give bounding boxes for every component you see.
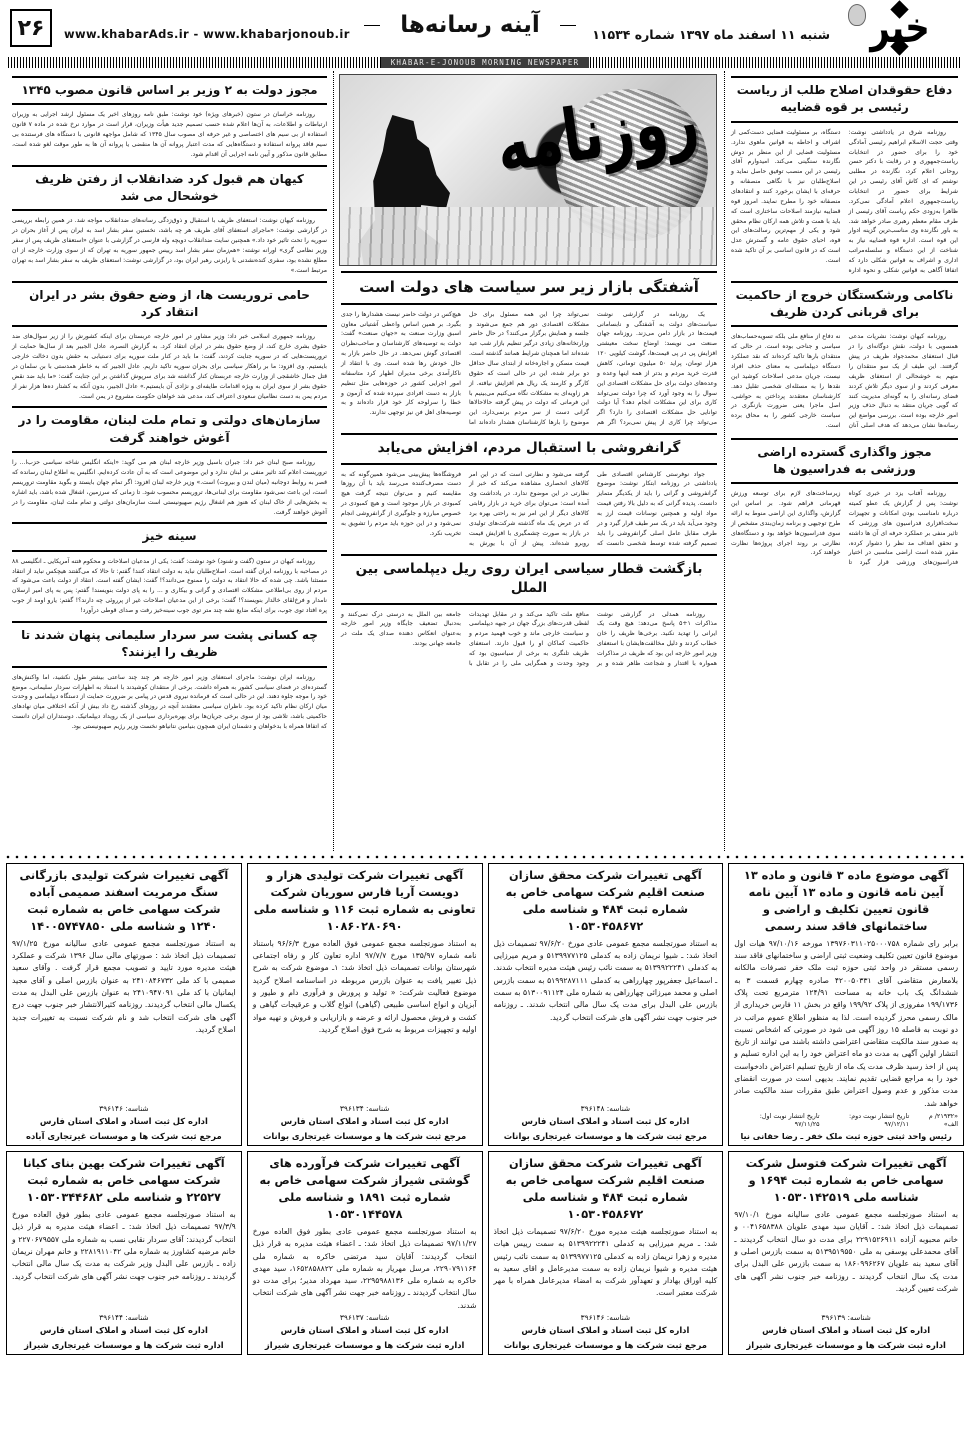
ad-date-first: تاریخ انتشار نوبت اول: ۹۷/۱۱/۲۵ — [759, 1111, 820, 1128]
ad-body-text: به استناد صورتجلسه مجمع عمومی عادی سالیانه مورخ ۹۷/۱/۲۵ تصمیمات ذیل اتخاذ شد : صورتهای مالی سال ۱۳۹۶ شرکت و عملکرد هیئت مدیره مورد تایید و تصویب مجمع قرار گرفت . وآقای سعید صمیمی با کد ملی ۲۴۱۰۸۴۶۷۳۲ به عنوان بازرس اصلی و آقای مجید ایمانیان با کد ملی ۲۴۱۰۹۴۷۰۹۱ به عنوان بازرس علی البدل به مدت یکسال مالی انتخاب گردیدند. روزنامه کثیرالانتشار خبر جنوب جهت درج آگهی های شرکت انتخاب شد و نام شرکت نسبت به تغییرات جدید اصلاح گردید. — [12, 938, 236, 1034]
ad-notice-code: شناسه: ۳۹۶۱۳۷ — [339, 1313, 390, 1323]
ad-body-text: به استناد صورتجلسه مجمع عمومی عادی بطور فوق العاده مورخ ۹۷/۳/۹ تصمیمات ذیل اتخاذ شد: ـ اعضاء هیئت مدیره به قرار ذیل انتخاب گردیدند: آقای سردار نقابی نسب به شماره ملی ۲۲۷۰۶۷۹۵۵۷ و خانم مرضیه کشاورز به شماره ملی ۲۲۸۱۹۱۱۰۴۲ و خانم مهران نریمان زاده ـ بازرس علی البدل وزیر شرکت به مدت یک سال مالی انتخاب گردیدند ـ روزنامه خبر جنوب جهت نشر آگهی های شرکت انتخاب گردید. — [12, 1210, 236, 1281]
ad-notice-code: شناسه: ۳۹۶۱۴۶ — [99, 1103, 149, 1113]
masthead-rule-right — [560, 25, 576, 26]
ad-title: آگهی تغییرات شرکت فتوسل شرکت سهامی خاص به شماره ثبت ۱۶۹۴ و شناسه ملی ۱۰۵۳۰۱۴۲۵۱۹ — [745, 1157, 947, 1205]
article-body: جواد نوفرستی کارشناس اقتصادی طی یادداشتی در روزنامه ابتکار نوشت: موضوع گرانفروشی و گرانی را باید از یکدیگر متمایز دانست. پدیده گرانی که به دلیل بالا رفتن قیمت مواد اولیه و همچنین نوسانات قیمت ارز به وجود می‌آید باید در یک سر طیف قرار گیرد و در طرف مقابل عامل اصلی گرانفروشی را باید تصمیم گرفته شده توسط شخصی دانست که گرفته می‌شود و نظارتی است که در این امر کالاهای انحصاری مشاهده می‌کند که خبر از نظارتی در این موضوع ندارد. در یادداشت وی آمده است: می‌توان برای خرید در بازار رقابتی کالاهای دیگر از این امر نیز به راحتی بهره برد که در عرض یک ماه گذشته شرکت‌های تولیدی در بازار به صورت چشمگیری با افزایش قیمت روبرو شده‌اند. پیش از آن با یورش به فروشگاه‌ها پیش‌بینی می‌شود همین‌گونه که به دست مصرف‌کننده می‌رسد باید با آن روزها مقایسه کنیم و می‌توان نتیجه گرفت هیچ کمبودی در بازار موجود است و هیچ کمبودی در خصوص مبارزه و جلوگیری از گرانفروشی انجام نمی‌شود و در این حوزه باید مردم را تشویق به تخریب نکرد. — [341, 470, 717, 547]
ad-photocell[interactable] — [728, 1151, 964, 1355]
section-title: آینه رسانه‌ها — [400, 12, 540, 38]
headline-judiciary-reformist[interactable]: دفاع حقوقدان اصلاح طلب از ریاست رئیسی بر قوه قضاییه — [731, 76, 958, 123]
ad-body — [253, 1226, 477, 1313]
ad-signature: رئیس واحد ثبتی حوزه ثبت ملک خفر ـ رضا حقانی نیا — [740, 1130, 952, 1141]
ad-body-text: به استناد صورتجلسه مجمع عمومی عادی سالیانه مورخ ۹۷/۱۰/۱ تصمیمات ذیل اتخاذ شد: ـ آقایان سید مهدی علویان ۰۰۴۱۶۵۸۳۸۸ و خانم محبوبه آزاده ۲۲۹۱۵۲۶۹۱۱ برای مدت دو سال انتخاب گردیدند ـ آقای محمدعلی یوسفی به ملی ۵۱۳۹۵۱۹۵۵۰ به سمت بازرس اصلی و آقای سعید بنه علویان ۱۸۶۰۹۹۶۲۶۷ به سمت بازرس علی البدل برای مدت یک سال انتخاب گردیدند ـ روزنامه خبر جنوب نشر آگهی های شرکت تعیین گردید. — [734, 1210, 958, 1293]
article-sports-land-permit — [731, 489, 958, 568]
ad-title: آگهی موضوع ماده ۳ قانون و ماده ۱۳ آیین نامه قانون و ماده ۱۳ آیین نامه قانون تعیین تکلیف و اراضی و ساختمانهای فاقد سند رسمی — [743, 869, 949, 933]
website-urls[interactable]: www.khabarAds.ir - www.khabarjonoub.ir — [64, 27, 350, 41]
headline-overpricing[interactable]: گرانفروشی با استقبال مردم، افزایش می‌یابد — [341, 433, 717, 465]
article-body: روزنامه کیهان در ستون (گفت و شنود) خود نوشت: گفت: یکی از مدعیان اصلاحات و محکوم فتنه آمریکایی ـ انگلیسی ۸۸ در مصاحبه با روزنامه ایران گفته است. اصلاح‌طلبان نباید به دولت انتقاد کنند! گفتم: تا حالا که می‌گفتند هیچکس نباید از انتقاد مستثنا باشد. چی شده که حالا انتقاد به دولت را ممنوع می‌دانند؟! گفت: ایشان گفته است. انتقاد از دولت باعث می‌شود که مردم از روی بی‌اطلاعی مشکلات اقتصادی و گرانی و بیکاری و ... را به پای دولت بنویسند! گفتم: پس به پای امیر ارسلان نامدار و فرخ‌لقای خالدار بنویسند؟! گفت: برخی از این مدعیان اصلاحات غیر از پرروئی چه دارند؟! گفتم: یارو اومد از جوب پره افتاد توی جوب، برای اینکه ضایع نشه چند متر توی جوب سینه‌خیز رفت و صدای قوطی درآورد! — [12, 557, 327, 615]
headline-soleimani-zarif[interactable]: چه کسانی پشت سر سردار سلیمانی پنهان شدند تا ظریف را ایزنند؟ — [12, 621, 327, 668]
ad-body-text: برابر رای شماره ۱۳۹۷۶۰۳۱۱۰۲۵۰۰۰۷۵۸ مورخه ۹۷/۱۰/۱۶ هیات اول موضوع قانون تعیین تکلیف وضعیت ثبتی اراضی و ساختمانهای فاقد سند رسمی مستقر در واحد ثبتی حوزه ثبت ملک خفر تصرفات مالکانه بلامعارض متقاضی آقای ۴۲۰۰۵۰۳۳۱ صادره چهارم قسمت ۳ به ششدانگ یک باب خانه به مساحت ۱۲۴/۹۱ مترمربع تحت پلاک ۱۹۹/۱۷۳۶ مفروزی از پلاک ۱۹۹/۹۲ واقع در بخش ۱۱ فارس خریداری از مالک رسمی محرز گردیده است. لذا به منظور اطلاع عموم مراتب در دو نوبت به فاصله ۱۵ روز آگهی می شود در صورتی که اشخاص نسبت به صدور سند مالکیت متقاضی اعتراضی داشته باشند می توانند از تاریخ انتشار اولین آگهی به مدت دو ماه اعتراض خود را به این اداره تسلیم و پس از اخذ رسید ظرف مدت یک ماه از تاریخ تسلیم اعتراض دادخواست خود را به مراجع قضایی تقدیم نمایند. بدیهی است در صورت انقضای مدت مذکور و عدم وصول اعتراض طبق مقررات سند مالکیت صادر خواهد شد. — [734, 938, 958, 1108]
newspaper-logo — [840, 2, 960, 54]
stacked-papers-graphic — [340, 207, 716, 265]
headline-two-ministers-permit[interactable]: مجوز دولت به ۲ وزیر بر اساس قانون مصوب ۱۳۴۵ — [12, 76, 327, 105]
masthead-strip — [8, 57, 962, 68]
english-newspaper-name: KHABAR-E-JONOUB MORNING NEWSPAPER — [381, 57, 590, 68]
masthead — [6, 0, 964, 56]
ad-issuer-line-2: اداره ثبت شرکت ها و موسسات غیرتجاری شیراز — [746, 1339, 946, 1350]
ad-notice-code: شناسه: ۳۹۶۱۴۶ — [580, 1313, 631, 1323]
ad-body-text: به استناد صورتجلسه مجمع عمومی عادی مورخ ۹۷/۶/۲۰ تصمیمات ذیل اتخاذ شد: ـ شیوا نریمان زاده به کدملی ۵۱۳۹۹۷۷۱۲۵ و مریم میرزایی به کدملی ۵۱۳۹۹۲۲۲۴۱ به سمت نائب رئیس هیئت مدیره انتخاب شدند. ـ اسماعیل جعفرپور چهارراهی به کدملی ۵۱۹۹۲۸۷۱۱۱ به سمت بازرس اصلی و محمد میرزائی چهارراهی به شماره ملی ۵۱۳۰۰۹۱۱۲۴ به سمت بازرس علی البدل برای مدت یک سال مالی انتخاب شدند. ـ روزنامه خبر جنوب جهت نشر آگهی های شرکت انتخاب گردید. — [493, 938, 718, 1022]
headline-market-chaos[interactable]: آشفتگی بازار زیر سر سیاست های دولت است — [341, 271, 717, 305]
article-body: روزنامه ایران نوشت: ماجرای استعفای وزیر امور خارجه هر چند چند ساعتی بیشتر طول نکشید، اما واکنش‌های گسترده‌ای در فضای سیاسی کشور به همراه داشت. برخی از منتقدان کوشیدند با استناد به اظهارات سردار سلیمانی، موضع خود را موجه جلوه دهند. این در حالی است که فرمانده نیروی قدس در پیامی بر ضرورت حمایت از دستگاه دیپلماسی و وحدت میان ارکان نظام تاکید کرده بود. ناظران سیاسی معتقدند آنچه در روزهای گذشته رخ داد بیش از آنکه اختلافی میان نهادهای حاکمیتی باشد، تلاشی بود از سوی برخی جریان‌ها برای بهره‌برداری سیاسی از یک رویداد دیپلماتیک. دوستداران ایران دانست که اتفاقا همراه با بدخواهان و دشمنان ایران همچون بنیامین نتانیاهو نخست وزیر رژیم صهیونیستی بود. — [12, 673, 327, 730]
persian-script-overlay: روزنامه — [490, 76, 703, 189]
ad-issuer-line-1: اداره کل ثبت اسناد و املاک استان فارس — [521, 1325, 690, 1336]
ad-title: آگهی تغییرات شرکت تولیدی هزار و دویست آریا فارس سوریان شرکت تعاونی به شماره ثبت ۱۱۶ و شناسه ملی ۱۰۸۶۰۲۸۰۶۹۰ — [253, 869, 476, 933]
ad-issuer-line-2: اداره ثبت شرکت ها و موسسات غیرتجاری شیراز — [264, 1339, 465, 1350]
article-body: روزنامه خراسان در ستون (خبرهای ویژه) خود نوشت: طبق نامه روزهای اخیر یک مسئول ارشد اجرایی به وزیران ارتباطات و اطلاعات، به آن‌ها اعلام شده حسب تصمیم جدید هیأت وزیران، قرار است در موارد نرخ شده در ماده ۷ قانون استفاده از بی سیم های اختصاصی و غیر حرفه ای مصوب سال ۱۳۴۵ که شامل مواجهه قانونی با دستگاه های فرستنده بی سیم فاقد پروانه استفاده و دستگاه‌هایی که مدت اعتبار پروانه آن ها منقضی یا پروانه آن ها به طور موقت لغو شده است، مطابق قانون مذکور و آیین نامه اجرایی آن اقدام شود. — [12, 111, 328, 158]
article-body: یک روزنامه در گزارشی نوشت سیاست‌های دولت به آشفتگی و نابسامانی قیمت‌ها در بازار دامن می‌زند. روزنامه جهان صنعت می نویسد: اوضاع سخت معیشتی افزایش پی در پی قیمت‌ها، گوشت کیلویی ۱۲۰ هزار تومان، پراید ۵۰ میلیون تومانی، کاهش قدرت خرید مردم و بدتر از همه اینها وعده و وعده‌های دولت برای حل مشکلات اقتصادی این سوال را به وجود آورد که چرا دولت نمی‌تواند کاری برای این مشکلات انجام دهد؟ آیا دولت توانایی حل مشکلات اقتصادی را دارد؟ اگر می‌تواند چرا کاری از پیش نمی‌برد؟ اگر هم نمی‌تواند چرا این همه مسئول برای حل مشکلات اقتصادی دور هم جمع می‌شوند و جلسه و همایش برگزار می‌کنند؟ در حال حاضر وزارتخانه‌های زیادی درگیر تنظیم بازار شب عید شده‌اند اما همچنان شرایط همانند گذشته است. قیمت مسکن و اجاره‌خانه از ابتدای سال حداقل دو برابر شده، این در حالی است که حقوق کارگر و کارمند یک ریال هم افزایش نیافته. از هر زاویه‌ای به مشکلات نگاه می‌کنیم می‌بینیم با این فرمانی که دولت در پیش گرفته حالاحالاها گرانی دست از سر مردم برنمی‌دارد، این موضوع را بارها کارشناسان هشدار داده‌اند اما هیچ‌کس در دولت حاضر نیست هشدارها را جدی بگیرد. بر همین اساس واعظی آشتیانی معاون اسبق وزارت صنعت به «جهان صنعت» گفت: دولت به توصیه‌های کارشناسان و صاحب‌نظران اقتصادی گوش نمی‌دهد. در حال حاضر بازار به حال خودش رها شده است. وی با انتقاد از ناکارآمدی برخی مدیران اظهار کرد متاسفانه امور اجرایی کشور در حوزه‌هایی مثل تنظیم بازار به دست افرادی سپرده شده که آزمون و خطا را سرلوحه کار خود قرار داده‌اند و به توصیه‌های اهل فن نیز توجهی ندارند. — [341, 310, 717, 427]
ad-marble-esfand-samimi[interactable] — [6, 863, 242, 1146]
page-number: ۲۶ — [10, 9, 52, 47]
masthead-rule-left — [364, 25, 380, 26]
article-body: روزنامه همدلی در گزارشی نوشت مذاکرات ۱+۵ پاسخ می‌دهد: هیچ وقت یک ایرانی را تهدید نکنید. برخی‌ها ظریف را خان خطاب کردند و دلیل مخالفت‌هایشان با استعفای وزیر امور خارجه این بود که ظریف در مذاکرات همواره با اقتدار و شجاعت ظاهر شده و بر منافع ملت تاکید می‌کند و در مقابل تهدیدات لفظی قدرت‌های بزرگ جهان در جبهه دیپلماسی و سیاست خارجی ماند و خوب فهمید مردم و حاکمیت کماکان او را قبول دارند. استعفای ظریف تلنگری به برخی از سیاسیون بود که وجود وحدت و همگرایی ملی را در تقابل با جامعه بین الملل به درستی درک نمی‌کنند و به‌دنبال تضعیف جایگاه وزیر امور خارجه به‌عنوان انعکاس دهنده صدای یک ملت در جامعه جهانی بودند. — [341, 610, 717, 667]
article-body: روزنامه کیهان نوشت: نشریات مدعی همسویی با دولت، نقش دوگانه‌ای را در قبال استعفای محمدجواد ظریف در پیش گرفتند. این طیف از یک سو منتقدان را متهم به خوشحالی از استعفای ظریف معرفی کردند و از سوی دیگر تلاش کردند فضای رسانه‌ای را به گونه‌ای مدیریت کنند که گویی جریان منتقد به دنبال حذف وزیر امور خارجه بوده است. بررسی مواضع این رسانه‌ها نشان می‌دهد که هدف اصلی آنان نه دفاع از منافع ملی بلکه تسویه‌حساب‌های سیاسی و جناحی بوده است. در حالی که منتقدان بارها تاکید کرده‌اند که نقد عملکرد دستگاه دیپلماسی به معنای حذف افراد نیست، جریان مدعی اصلاحات کوشید این نقدها را به مسئله‌ای شخصی تقلیل دهد. کارشناسان معتقدند پرداختن به حواشی، اصل ماجرا یعنی ضرورت بازنگری در سیاست خارجی کشور را به محاق برده است. — [731, 333, 958, 430]
ad-issuer-line-2: مرجع ثبت شرکت ها و موسسات غیرتجاری بوانات — [503, 1130, 707, 1141]
ad-title: آگهی تغییرات شرکت فرآورده های گوشتی شیراز شرکت سهامی خاص به شماره ثبت ۱۸۹۱ و شناسه ملی ۱۰۵۳۰۱۴۴۵۷۸ — [259, 1157, 470, 1222]
ad-issuer-line-1: اداره کل ثبت اسناد و املاک استان فارس — [39, 1325, 208, 1336]
ad-body — [734, 1209, 958, 1313]
ad-publication-dates — [734, 1112, 958, 1128]
right-column — [6, 71, 334, 851]
article-body: روزنامه شرق در یادداشتی نوشت: وقتی حجت الاسلام ابراهیم رئیسی آمادگی خود را برای حضور در انتخابات ریاست‌جمهوری و در رقابت با دکتر حسن روحانی اعلام کرد، نگارنده در مطلبی نوشتم که ای کاش آقای رئیسی در این شرایط برای حضور در انتخابات ریاست‌جمهوری اعلام آمادگی نمی‌کرد. ظاهرا به‌زودی حکم ریاست آقای رئیسی از طرف مقام معظم رهبری صادر خواهد شد. به باور نگارنده وی مناسب‌ترین گزینه ادوار این قوه است. اداره قوه قضاییه نیاز به شناخت از این دستگاه و سلسله‌مراتب اداری و اشراف به قوانین شکلی دارد که اتفاقا آگاهی به قوانین شکلی و نحوه اداره دستگاه، بر مسئولیت قضایی دست‌کمی از اشراف و احاطه به قوانین ماهوی ندارد. مسئولیت قضایی از این منظر بر دوش نگارنده سنگینی می‌کند. امیدوارم آقای رئیسی در این منصب توفیق حاصل نماید و اصلاح‌طلبان نیز با نگاهی منصفانه و حرفه‌ای با ایشان برخورد کنند و انتقادهای منصفانه خود را مطرح نمایند. امروز قوه قضاییه نیازمند اصلاحات ساختاری است که باید با همت و تلاش همه ارکان نظام محقق شود و یکی از مهم‌ترین رسالت‌های این قوه، احیای حقوق عامه و گسترش عدل است که در قانون اساسی بر آن تاکید شده است. — [731, 128, 958, 274]
issue-date-line: شنبه ۱۱ اسفند ماه ۱۳۹۷ شماره ۱۱۵۳۴ — [592, 26, 830, 42]
ad-title: آگهی تغییرات شرکت محقق سازان صنعت اقلیم شرکت سهامی خاص به شماره ثبت ۴۸۴ و شناسه ملی ۱۰۵۳۰۴۵۸۶۷۲ — [505, 1157, 706, 1222]
article-lebanon-resistance — [12, 458, 327, 517]
headline-zarif-resignation-failure[interactable]: ناکامی ورشکستگان خروج از حاکمیت برای قربانی کردن ظریف — [731, 281, 958, 328]
ad-title: آگهی تغییرات شرکت تولیدی بازرگانی سنگ مرمریت اسفند صمیمی آباده شرکت سهامی خاص به شماره ثبت ۱۲۴۰ و شناسه ملی ۱۴۰۰۵۷۴۷۸۵۰ — [19, 869, 229, 933]
ad-meat-products-shiraz[interactable] — [247, 1151, 483, 1355]
ad-title: آگهی تغییرات شرکت بهین بنای کیانا شرکت سهامی خاص به شماره ثبت ۲۲۵۲۷ و شناسه ملی ۱۰۵۳۰۳۴۴۶۸۲ — [23, 1157, 225, 1205]
article-overpricing — [341, 470, 717, 549]
ad-body — [494, 938, 718, 1104]
ad-issuer-line-2: مرجع ثبت شرکت ها و موسسات غیرتجاری بوانات — [503, 1339, 707, 1350]
headline-sine-khiz[interactable]: سینه خیز — [12, 522, 327, 551]
article-body: روزنامه صبح لبنان خبر داد: جبران باسیل وزیر خارجه لبنان هم می گوید: «اینکه انگلیس شاخه سیاسی حزب‌ا... را تروریست اعلام کند تاثیر منفی بر لبنان ندارد و این موضوعی است که به آن عادت کرده‌ایم. انگلیس به اطلاع لبنان رسانده که قصر به روابط دوجانبه (میان لندن و بیروت) است.» وزیر خارجه لبنان افزود: اگر تمام جهان بایستد و بگوید مقاومت تروریسم است، این باعث نمی‌شود مقاومت برای لبنانی‌ها، تروریسم محسوب شود. تا زمانی که سرزمین، اشغال شده باشد، باید اشاره به بخش‌هایی از خاک لبنان که هنوز هم اشغال رژیم صهیونیستی است سازمان‌های دولتی و تمام ملت لبنان، مقاومت را در آغوش خواهند گرفت. — [12, 459, 327, 516]
logo-wordmark: خبر — [870, 3, 930, 53]
article-market-chaos — [341, 310, 717, 428]
ad-issuer-line-1: اداره کل ثبت اسناد و املاک استان فارس — [521, 1115, 690, 1126]
ad-issuer-line-2: مرجع ثبت شرکت ها و موسسات غیرتجاری آباده — [26, 1130, 222, 1141]
ad-notice-code: «۲۱۹۳۲/ م الف» — [928, 1111, 958, 1128]
article-two-ministers-permit — [12, 110, 327, 159]
article-judiciary-reformist — [731, 128, 958, 276]
ad-issuer-line-2: مرجع ثبت شرکت ها و موسسات غیرتجاری بوانات — [263, 1130, 467, 1141]
ad-issuer-line-2: اداره ثبت شرکت ها و موسسات غیرتجاری شیراز — [24, 1339, 224, 1350]
ad-body — [734, 938, 958, 1111]
ad-notice-code: شناسه: ۳۹۶۱۳۴ — [339, 1103, 390, 1113]
ad-date-second: تاریخ انتشار نوبت دوم: ۹۷/۱۲/۱۱ — [849, 1111, 910, 1128]
ad-issuer-line-1: اداره کل ثبت اسناد و املاک استان فارس — [762, 1325, 931, 1336]
article-zarif-resignation-failure — [731, 332, 958, 432]
section-divider — [6, 853, 964, 861]
article-body: روزنامه کیهان نوشت: استعفای ظریف با استقبال و ذوق‌زدگی رسانه‌های ضدانقلاب مواجه شد. در همین رابطه برریسی در گزارشی نوشت: «ماجرای استعفای آقای ظریف هر چه باشد، نخستین سفر بشار اسد به ایران پس از آغاز بحران در سوریه را تحت تاثیر خود داد.» همچنین سایت ضدانقلاب دویچه وله فارسی در گزارشی با عنوان «استعفای ظریف پس از سفر وزیر نظامی گری» اورانه نوشته: «هم‌زمان سفر بشار اسد رییس جمهور سوریه به تهران که از سوی وزارت خارجه از ان مطلع نشده بود، سفری کنده‌نشدنی با رایزنی رهبر ایران بود، در گزارشی نوشت: استعفای ظریف به سفر بشار اسد به تهران مرتبط است.» — [12, 217, 327, 274]
ad-body — [12, 1209, 236, 1313]
ad-notice-code: شناسه: ۳۹۶۱۴۸ — [580, 1103, 631, 1113]
ad-body — [12, 938, 236, 1104]
left-column — [724, 71, 964, 851]
headline-terrorist-supporter[interactable]: حامی تروریست ها، از وضع حقوق بشر در ایران انتقاد کرد — [12, 281, 327, 328]
ad-issuer-line-1: اداره کل ثبت اسناد و املاک استان فارس — [280, 1115, 449, 1126]
article-diplomacy-train — [341, 610, 717, 669]
article-soleimani-zarif — [12, 673, 327, 732]
ad-notice-code: شناسه: ۳۹۶۱۳۹ — [821, 1313, 871, 1323]
ad-aria-fars-sooryan[interactable] — [247, 863, 483, 1146]
headline-lebanon-resistance[interactable]: سازمان‌های دولتی و تمام ملت لبنان، مقاومت را در آغوش خواهند گرفت — [12, 406, 327, 453]
ad-stone-company[interactable] — [728, 863, 964, 1146]
headline-sports-land-permit[interactable]: مجوز واگذاری گسترده اراضی ورزشی به فدراسیون ها — [731, 438, 958, 485]
headline-keyhan-zarif[interactable]: کیهان هم قبول کرد ضدانقلاب از رفتن ظریف خوشحال می شد — [12, 165, 327, 212]
ad-mohaghegh-sazan-2[interactable] — [488, 1151, 724, 1355]
ad-body-text: به استناد صورتجلسه مجمع عمومی عادی بطور فوق العاده مورخ ۹۷/۱۱/۲۷ تصمیمات ذیل اتخاذ شد: ـ اعضاء هیئت مدیره به قرار ذیل انتخاب گردیدند: آقایان سید مرتضی خاکره به شماره ملی ۲۲۹۰۷۹۱۱۶۴، مرسل مهریار به شماره ملی ۱۶۵۲۸۵۸۸۲۲، سید مهدی خاکره به شماره ملی ۲۲۹۵۹۸۸۱۳۶، سید مهرداد مدیر؛ برای مدت دو سال انتخاب گردیدند ـ روزنامه خبر جهت نشر آگهی های شرکت انتخاب شدند. — [252, 1226, 477, 1310]
article-grid — [6, 71, 964, 851]
article-body: روزنامه جمهوری اسلامی خبر داد: وزیر مشاور در امور خارجه عربستان برای اینکه کشورش را از زیر سوال‌های ضد حقوق بشری خارج کند، از وضع حقوق بشر در ایران انتقاد کرد. به گزارش النصره، عادل الجبیر بعد از سال‌ها حمایت از تروریست‌هایی که در سوریه جنایت کردند، گفت: ما باید در کنار ملت سوریه برای دستیابی به حقش بدون دخالت خارجی بایستیم. وی افزود: ما بر راهکار سیاسی برای بحران سوریه تاکید داریم. عادل الجبیر که به خاطر همدستی با بن سلمان در قتل جمال خاشقجی از وزارت خارجه عربستان کنار گذاشته شد برای سرپوش گذاشتن بر این جنایت گفت: «ما باید ضد نقض حقوق بشر از سوی ایران به ویژه اقدامات طایفه‌ای و نژادی آن بایستیم.» عادل الجبیر، بدون آنکه به کشتار ده‌ها هزار نفر از مردم یمن به دست نظامیان سعودی اعتراف کند، مدعی شد خواهان حکومت مشروع در یمن است. — [12, 333, 327, 400]
ad-notice-code: شناسه: ۳۹۶۱۴۴ — [99, 1313, 149, 1323]
lead-photo — [339, 74, 717, 266]
ad-body — [253, 938, 477, 1104]
center-column — [334, 71, 724, 851]
ad-mohaghegh-sazan-1[interactable] — [488, 863, 724, 1146]
ads-row-2 — [6, 1151, 964, 1355]
article-body: روزنامه آفتاب یزد در خبری کوتاه نوشت: پس از گزارش یک عطو کمیته درباره نامناسب بودن امکانات و تجهیزات سخت‌افزاری فدراسیون های ورزشی که تاثیر منفی بر عملکرد حرفه ای آن ها داشته و تحقق اهداف مد نظر را دشوار کرده، مقرر شده است اراضی مناسبی در اختیار فدراسیون‌های ورزشی قرار گیرد تا زیرساخت‌های لازم برای توسعه ورزش قهرمانی فراهم شود. بر اساس این گزارش، واگذاری این اراضی منوط به ارائه طرح توجیهی و برنامه زمان‌بندی مشخص از سوی فدراسیون‌ها خواهد بود و دستگاه‌های نظارتی بر روند اجرای پروژه‌ها نظارت خواهند کرد. — [731, 490, 958, 567]
ads-row-1 — [6, 863, 964, 1146]
article-sine-khiz — [12, 557, 327, 616]
ad-issuer-line-1: اداره کل ثبت اسناد و املاک استان فارس — [280, 1325, 449, 1336]
ad-body-text: به استناد صورتجلسه هیئت مدیره مورخ ۹۷/۶/۲۰ تصمیمات ذیل اتخاذ شد: ـ مریم میرزایی به کدملی ۵۱۳۹۹۲۲۲۴۱ به سمت رییس هیات مدیره و زهرا نریمان زاده به کدملی ۵۱۳۹۹۷۷۱۲۵ به سمت نائب رئیس هیئت مدیره و شیوا نریمان زاده به سمت مدیرعامل و اقای سعید به کلیه اوراق بهادار و تعهدآور شرکت به امضاء مدیرعامل همراه با مهر شرکت معتبر است. — [493, 1226, 718, 1298]
article-keyhan-zarif — [12, 216, 327, 275]
article-terrorist-supporter — [12, 332, 327, 401]
headline-diplomacy-train[interactable]: بازگشت قطار سیاسی ایران روی ریل دیپلماسی بین الملل — [341, 554, 717, 605]
ad-body — [494, 1226, 718, 1313]
ad-issuer-line-1: اداره کل ثبت اسناد و املاک استان فارس — [39, 1115, 208, 1126]
ad-title: آگهی تغییرات شرکت محقق سازان صنعت اقلیم شرکت سهامی خاص به شماره ثبت ۴۸۴ و شناسه ملی ۱۰۵۳۰۴۵۸۶۷۲ — [505, 869, 706, 933]
ad-behin-bana-kiana[interactable] — [6, 1151, 242, 1355]
ad-body-text: به استناد صورتجلسه مجمع عمومی فوق العاده مورخ ۹۶/۶/۳ باستناد نامه شماره ۱۳۵/۹۷ مورخ ۹۷/۷/۷ اداره تعاون کار و رفاه اجتماعی شهرستان بوانات تصمیمات ذیل اتخاذ شد: ۱ـ موضوع شرکت به شرح ذیل تغییر یافت به عنوان بازرس مربوطه در اساسنامه اصلاح گردید موضوع فعالیت شرکت: « تولید و پرورش و فرآوری دام و طیور و آبزیان و انواع اساسی طبیعی (گیاهی) انواع گلاب و عرقیجات گیاهی و کشت و فروش محصول ارائه و عرضه و بازاریابی و فروش و تهیه مواد اولیه و تجهیزات مربوط به شرح فوق اصلاح گردید. — [252, 938, 477, 1034]
classified-ads — [6, 863, 964, 1355]
